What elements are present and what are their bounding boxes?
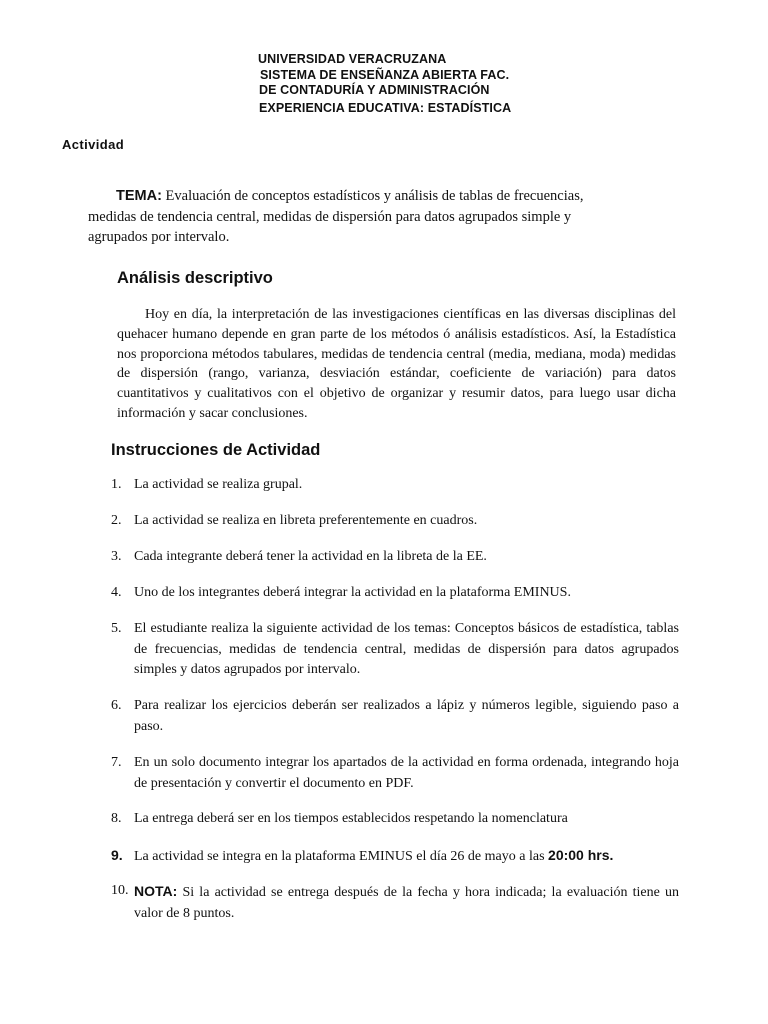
university-name: UNIVERSIDAD VERACRUZANA — [258, 52, 447, 66]
item-text: La actividad se realiza en libreta preferentemente en cuadros. — [134, 513, 478, 528]
tema-paragraph — [88, 186, 628, 248]
course-name: EXPERIENCIA EDUCATIVA: ESTADÍSTICA — [259, 101, 512, 115]
item-text: En un solo documento integrar los apartados de la actividad en forma ordenada, integrando hoja de presentación y convertir el documento en PDF. — [134, 755, 679, 791]
item-text-main: La actividad se integra en la plataforma EMINUS el día 26 de mayo a las — [134, 849, 545, 864]
item-number: 7. — [111, 755, 122, 770]
item-number: 3. — [111, 549, 122, 564]
item-text: Uno de los integrantes deberá integrar la actividad en la plataforma EMINUS. — [134, 585, 571, 600]
instructions-heading: Instrucciones de Actividad — [111, 441, 321, 459]
item-number: 4. — [111, 585, 122, 600]
item-text — [134, 845, 679, 868]
note-text: Si la actividad se entrega después de la fecha y hora indicada; la evaluación tiene un valor de 8 puntos. — [134, 885, 679, 921]
tema-text: Evaluación de conceptos estadísticos y análisis de tablas de frecuencias, medidas de tendencia central, medidas de dispersión para datos agrupados simple y agrupados por intervalo. — [88, 188, 584, 245]
item-number: 1. — [111, 477, 122, 492]
analysis-paragraph: Hoy en día, la interpretación de las investigaciones científicas en las diversas disciplinas del quehacer humano depende en gran parte de los métodos ó análisis estadísticos. Así, la Estadística nos proporciona métodos tabulares, medidas de tendencia central (media, mediana, moda) medidas de dispersión (rango, varianza, desviación estándar, coeficiente de variación) para datos cuantitativos y cualitativos con el objetivo de organizar y resumir datos, para luego usar dicha información y sacar conclusiones. — [117, 307, 676, 421]
deadline-time: 20:00 hrs. — [548, 847, 614, 863]
item-number: 9. — [111, 847, 123, 863]
item-text: La actividad se realiza grupal. — [134, 477, 303, 492]
item-text: Cada integrante deberá tener la actividad en la libreta de la EE. — [134, 549, 487, 564]
item-text: El estudiante realiza la siguiente actividad de los temas: Conceptos básicos de estadística, tablas de frecuencias, medidas de tendencia central, medidas de dispersión para datos agrupados simples y datos agrupados por intervalo. — [134, 621, 679, 677]
faculty-name: DE CONTADURÍA Y ADMINISTRACIÓN — [259, 83, 490, 97]
system-name: SISTEMA DE ENSEÑANZA ABIERTA FAC. — [260, 68, 510, 82]
note-label: NOTA: — [134, 883, 178, 899]
item-text — [134, 881, 679, 924]
analysis-heading: Análisis descriptivo — [117, 269, 273, 287]
item-text: La entrega deberá ser en los tiempos establecidos respetando la nomenclatura — [134, 811, 568, 826]
item-number: 5. — [111, 621, 122, 636]
item-number: 2. — [111, 513, 122, 528]
item-number: 10. — [111, 883, 129, 898]
activity-label: Actividad — [62, 137, 125, 152]
item-number: 8. — [111, 811, 122, 826]
tema-label: TEMA: — [116, 188, 162, 204]
item-text: Para realizar los ejercicios deberán ser realizados a lápiz y números legible, siguiendo paso a paso. — [134, 698, 679, 734]
item-number: 6. — [111, 698, 122, 713]
